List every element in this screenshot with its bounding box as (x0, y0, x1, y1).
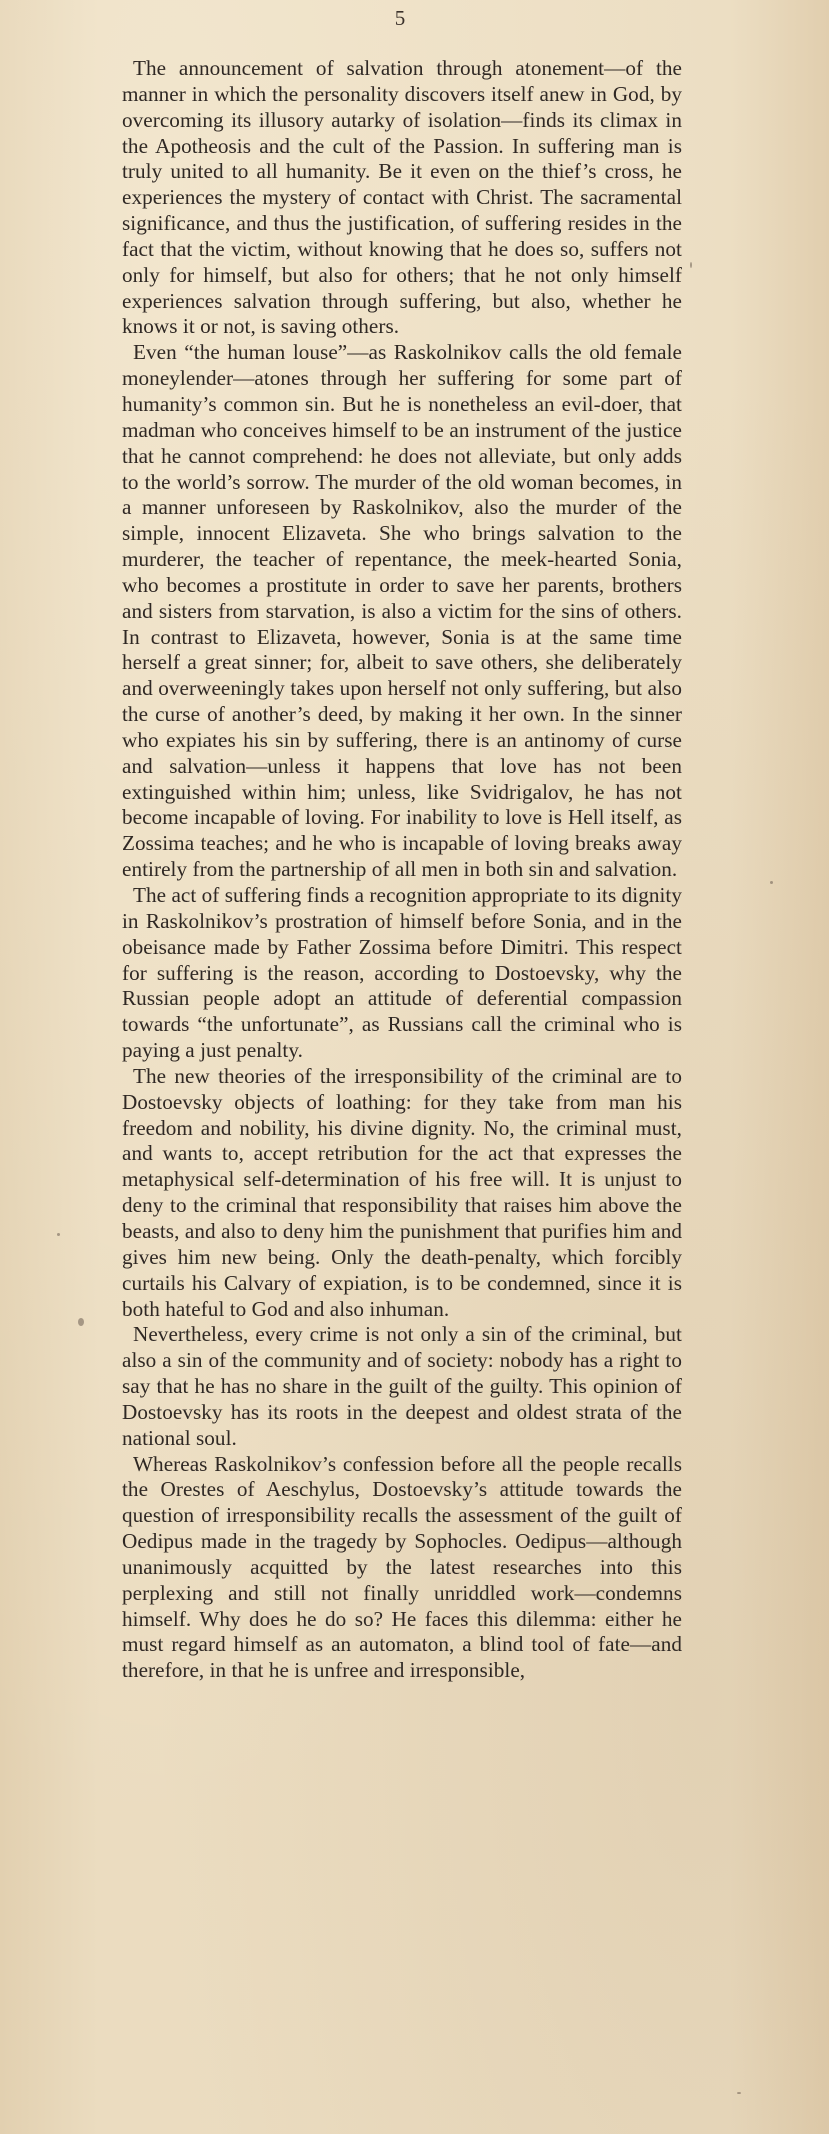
paragraph-3: The act of suffering finds a recognition appropriate to its dignity in Raskolnikov’s prostration of himself before Sonia, and in the obeisance made by Father Zossima before Dimitri. This respect for suffering is the reason, according to Dostoevsky, why the Russian people adopt an attitude of deferential compassion towards “the unfortunate”, as Russians call the criminal who is paying a just penalty. (122, 883, 682, 1063)
paragraph-4: The new theories of the irresponsibility of the criminal are to Dostoevsky objects of loathing: for they take from man his freedom and nobility, his divine dignity. No, the criminal must, and wants to, accept retribution for the act that expresses the metaphysical self-determination of his free will. It is unjust to deny to the criminal that responsibility that raises him above the beasts, and also to deny him the punishment that purifies him and gives him new being. Only the death-penalty, which forcibly curtails his Calvary of expiation, is to be condemned, since it is both hateful to God and also inhuman. (122, 1063, 682, 1321)
paragraph-2: Even “the human louse”—as Raskolnikov calls the old female moneylender—atones through her suffering for some part of humanity’s common sin. But he is nonetheless an evil-doer, that madman who conceives himself to be an instrument of the justice that he cannot comprehend: he does not alleviate, but only adds to the world’s sorrow. The murder of the old woman becomes, in a manner unforeseen by Raskolnikov, also the murder of the simple, innocent Elizaveta. She who brings salvation to the murderer, the teacher of repentance, the meek-hearted Sonia, who becomes a prostitute in order to save her parents, brothers and sisters from starvation, is also a victim for the sins of others. In contrast to Elizaveta, however, Sonia is at the same time herself a great sinner; for, albeit to save others, she deliberately and overweeningly takes upon herself not only suffering, but also the curse of another’s deed, by making it her own. In the sinner who expiates his sin by suffering, there is an antinomy of curse and salvation—unless it happens that love has not been extinguished within him; unless, like Svidrigalov, he has not become incapable of loving. For inability to love is Hell itself, as Zossima teaches; and he who is incapable of loving breaks away entirely from the partnership of all men in both sin and salvation. (122, 340, 682, 882)
paper-speck (690, 262, 692, 268)
page-number: 5 (394, 6, 406, 30)
paragraph-6: Whereas Raskolnikov’s confession before all the people recalls the Orestes of Aeschylus, Dostoevsky’s attitude towards the question of irresponsibility recalls the assessment of the guilt of Oedipus made in the tragedy by Sophocles. Oedipus—although unanimously acquitted by the latest researches into this perplexing and still not finally unriddled work—condemns himself. Why does he do so? He faces this dilemma: either he must regard himself as an automaton, a blind tool of fate—and therefore, in that he is unfree and irresponsible, (122, 1451, 682, 1683)
paper-speck (57, 1233, 60, 1236)
paper-speck (770, 881, 773, 884)
paper-speck (78, 1318, 84, 1326)
body-text (122, 56, 682, 1684)
paragraph-5: Nevertheless, every crime is not only a sin of the criminal, but also a sin of the community and of society: nobody has a right to say that he has no share in the guilt of the guilty. This opinion of Dostoevsky has its roots in the deepest and oldest strata of the national soul. (122, 1322, 682, 1450)
paragraph-1: The announcement of salvation through atonement—of the manner in which the personality discovers itself anew in God, by overcoming its illusory autarky of isolation—finds its climax in the Apotheosis and the cult of the Passion. In suffering man is truly united to all humanity. Be it even on the thief’s cross, he experiences the mystery of contact with Christ. The sacramental significance, and thus the justification, of suffering resides in the fact that the victim, without knowing that he does so, suffers not only for himself, but also for others; that he not only himself experiences salvation through suffering, but also, whether he knows it or not, is saving others. (122, 56, 682, 339)
paper-speck (737, 2092, 741, 2094)
